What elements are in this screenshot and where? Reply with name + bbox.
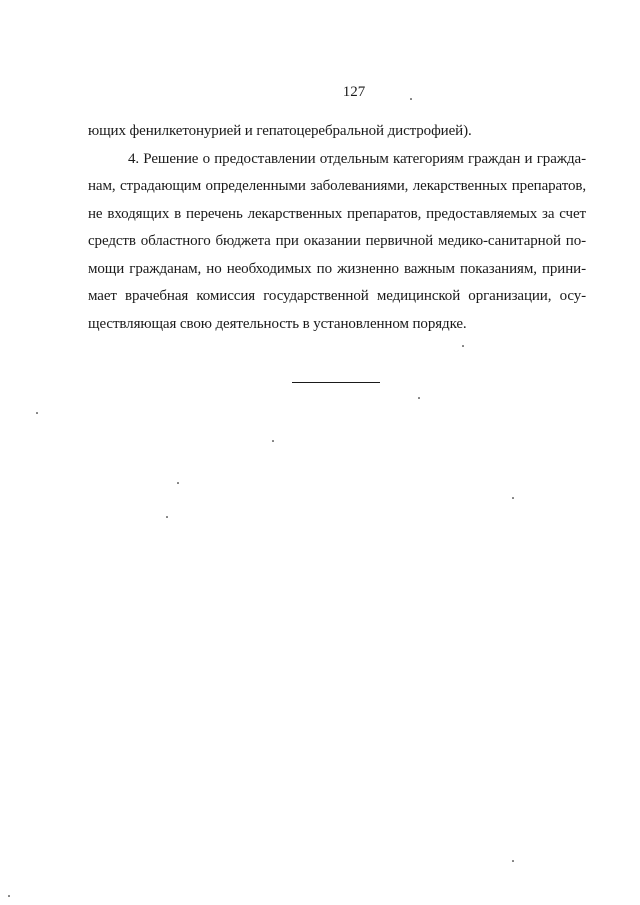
end-of-text-rule [292, 382, 380, 383]
body-text [88, 118, 586, 338]
text-line: мощи гражданам, но необходимых по жизненно важным показаниям, прини- [88, 260, 586, 277]
scan-speck [418, 397, 420, 399]
text-line: мает врачебная комиссия государственной медицинской организации, осу- [88, 288, 586, 304]
text-line: не входящих в перечень лекарственных препаратов, предоставляемых за счет [88, 205, 586, 222]
scan-speck [166, 516, 168, 518]
text-line: нам, страдающим определенными заболеваниями, лекарственных препаратов, [88, 178, 586, 194]
scan-speck [410, 98, 412, 100]
scan-speck [512, 860, 514, 862]
scan-speck [512, 497, 514, 499]
scan-speck [8, 895, 10, 897]
text-line: ществляющая свою деятельность в установленном порядке. [88, 315, 467, 332]
scan-speck [272, 440, 274, 442]
text-line: 4. Решение о предоставлении отдельным категориям граждан и гражда- [128, 150, 586, 167]
text-line: средств областного бюджета при оказании первичной медико-санитарной по- [88, 233, 586, 249]
text-line: ющих фенилкетонурией и гепатоцеребральной дистрофией). [88, 123, 472, 139]
page-number: 127 [342, 84, 366, 100]
scan-speck [36, 412, 38, 414]
scan-speck [177, 482, 179, 484]
scan-speck [462, 345, 464, 347]
